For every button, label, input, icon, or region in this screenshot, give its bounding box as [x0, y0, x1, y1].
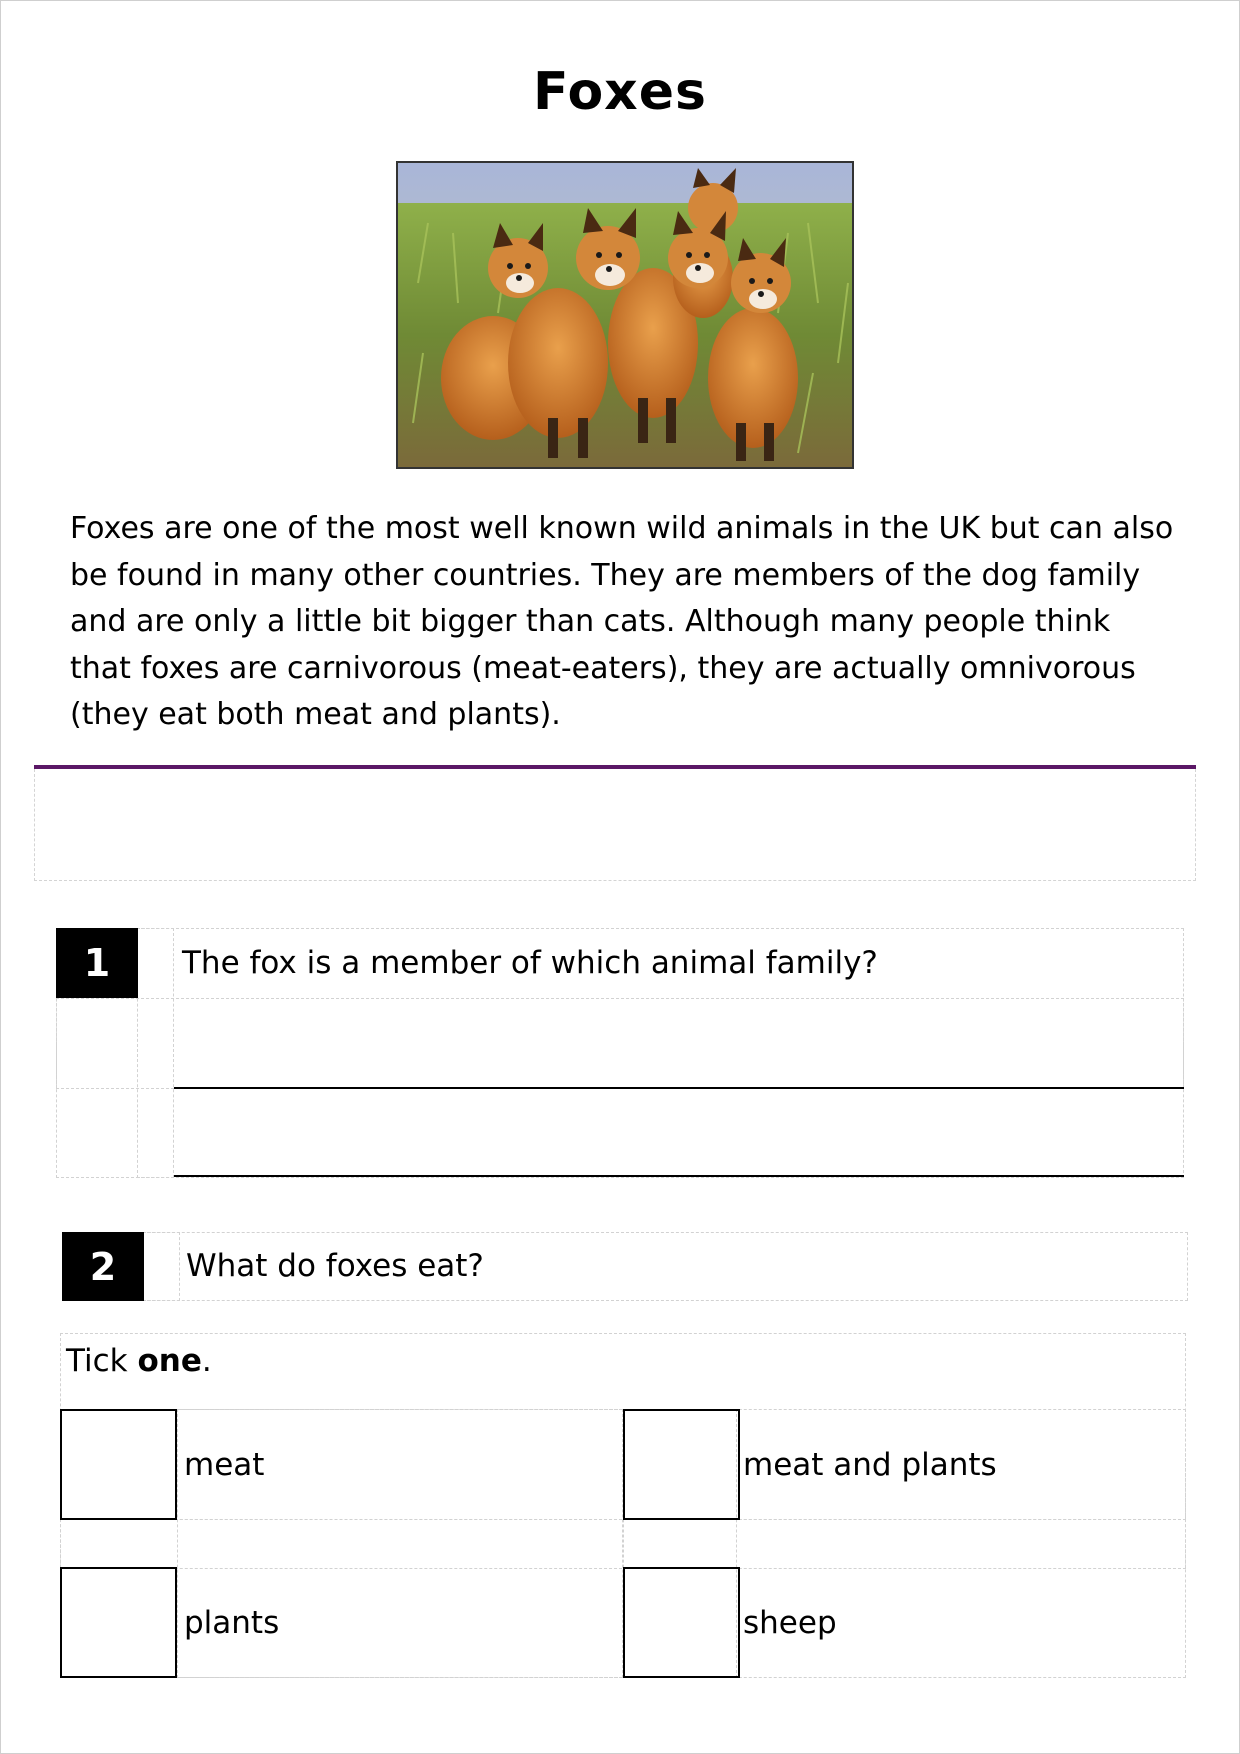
option-plants: plants [184, 1605, 280, 1641]
tick-instruction: Tick one. [66, 1343, 212, 1379]
answer-line-1[interactable] [174, 1087, 1184, 1089]
tick-box-meat-and-plants[interactable] [623, 1409, 740, 1520]
question-1-number: 1 [56, 928, 138, 998]
question-2-grid-col [143, 1232, 180, 1301]
fox-cubs-photo [396, 161, 854, 469]
option-meat: meat [184, 1447, 265, 1483]
tick-box-sheep[interactable] [623, 1567, 740, 1678]
blank-panel [34, 769, 1196, 881]
question-2-text: What do foxes eat? [186, 1248, 484, 1284]
page-title: Foxes [533, 62, 707, 122]
intro-paragraph: Foxes are one of the most well known wild animals in the UK but can also be found in many other countries. They are members of the dog family and are only a little bit bigger than cats. Although many people think that foxes are carnivorous (meat-eaters), they are actually omnivorous (they eat both meat and plants). [70, 511, 1174, 732]
tick-box-plants[interactable] [60, 1567, 177, 1678]
option-meat-and-plants: meat and plants [743, 1447, 997, 1483]
question-1-grid-row [56, 998, 1184, 1089]
option-sheep: sheep [743, 1605, 837, 1641]
tick-box-meat[interactable] [60, 1409, 177, 1520]
question-2-number: 2 [62, 1232, 144, 1301]
answer-line-2[interactable] [174, 1175, 1184, 1177]
question-1-text: The fox is a member of which animal family? [182, 945, 878, 981]
